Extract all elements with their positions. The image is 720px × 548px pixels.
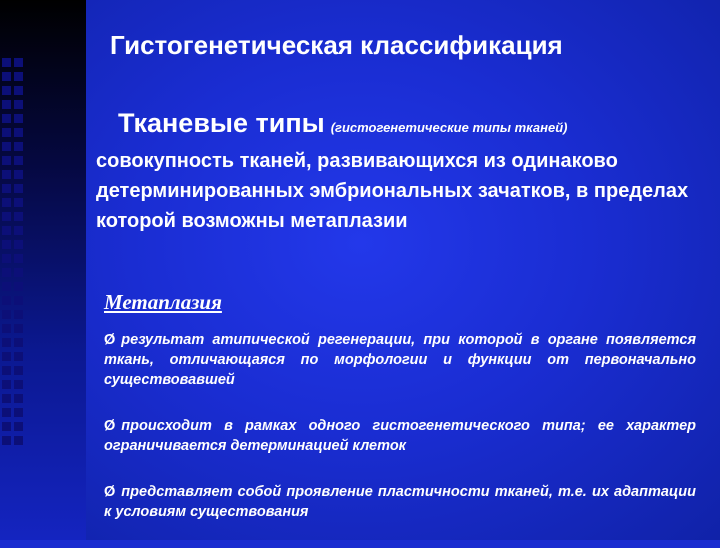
decor-square: [2, 72, 11, 81]
bullet-item: [104, 330, 696, 390]
decor-square: [2, 422, 11, 431]
decor-square: [2, 100, 11, 109]
bullet-item: [104, 482, 696, 522]
decor-square: [14, 268, 23, 277]
bullet-item: [104, 416, 696, 456]
decor-square: [14, 422, 23, 431]
decor-square: [2, 184, 11, 193]
decor-square: [2, 268, 11, 277]
decor-square: [14, 254, 23, 263]
decor-square: [2, 366, 11, 375]
arrow-bullet-icon: Ø: [104, 332, 116, 348]
bullet-text: результат атипической регенерации, при которой в органе появляется ткань, отличающаяся по морфологии и функции от первоначально существовавшей: [104, 332, 696, 388]
decor-square: [2, 226, 11, 235]
slide-title: Гистогенетическая классификация: [110, 30, 563, 60]
decor-square: [2, 380, 11, 389]
bullet-text: происходит в рамках одного гистогенетического типа; ее характер ограничивается детерминацией клеток: [104, 418, 696, 454]
decor-square: [14, 100, 23, 109]
decor-square: [14, 72, 23, 81]
subheading-parenthetical: (гистогенетические типы тканей): [330, 120, 568, 135]
decor-square: [14, 296, 23, 305]
definition-text: совокупность тканей, развивающихся из одинаково детерминированных эмбриональных зачатков, в пределах которой возможны метаплазии: [96, 150, 689, 232]
decor-square: [2, 352, 11, 361]
decor-square: [2, 212, 11, 221]
decor-square: [14, 240, 23, 249]
decor-square: [2, 310, 11, 319]
decor-square: [2, 114, 11, 123]
decor-square: [14, 212, 23, 221]
subheading-main: Тканевые типы: [118, 108, 325, 138]
decor-square: [2, 128, 11, 137]
bullet-text: представляет собой проявление пластичности тканей, т.е. их адаптации к условиям существования: [104, 484, 696, 520]
decor-square: [14, 352, 23, 361]
decor-square: [14, 170, 23, 179]
arrow-bullet-icon: Ø: [104, 418, 116, 434]
decor-square: [14, 226, 23, 235]
decor-square: [14, 310, 23, 319]
decor-square: [14, 58, 23, 67]
decor-square: [14, 324, 23, 333]
decor-square: [2, 324, 11, 333]
decor-square: [2, 436, 11, 445]
decor-square: [2, 240, 11, 249]
subheading: [118, 108, 568, 139]
decorative-squares: [0, 58, 24, 458]
decor-square: [14, 156, 23, 165]
decor-square: [14, 436, 23, 445]
arrow-bullet-icon: Ø: [104, 484, 116, 500]
decor-square: [2, 394, 11, 403]
metaplasia-bullet-list: [104, 330, 696, 548]
decor-square: [2, 86, 11, 95]
decor-square: [2, 296, 11, 305]
decor-square: [14, 282, 23, 291]
decor-square: [2, 198, 11, 207]
metaplasia-heading: Метаплазия: [104, 290, 222, 314]
decor-square: [2, 338, 11, 347]
decor-square: [2, 142, 11, 151]
decor-square: [14, 394, 23, 403]
decor-square: [14, 184, 23, 193]
decor-square: [14, 408, 23, 417]
decor-square: [14, 380, 23, 389]
decor-square: [2, 254, 11, 263]
decor-square: [14, 366, 23, 375]
decor-square: [14, 338, 23, 347]
decor-square: [14, 142, 23, 151]
decor-square: [2, 58, 11, 67]
decor-square: [2, 282, 11, 291]
decor-square: [14, 114, 23, 123]
decor-square: [2, 408, 11, 417]
decor-square: [14, 128, 23, 137]
decor-square: [14, 86, 23, 95]
decor-square: [2, 170, 11, 179]
decor-square: [2, 156, 11, 165]
decor-square: [14, 198, 23, 207]
